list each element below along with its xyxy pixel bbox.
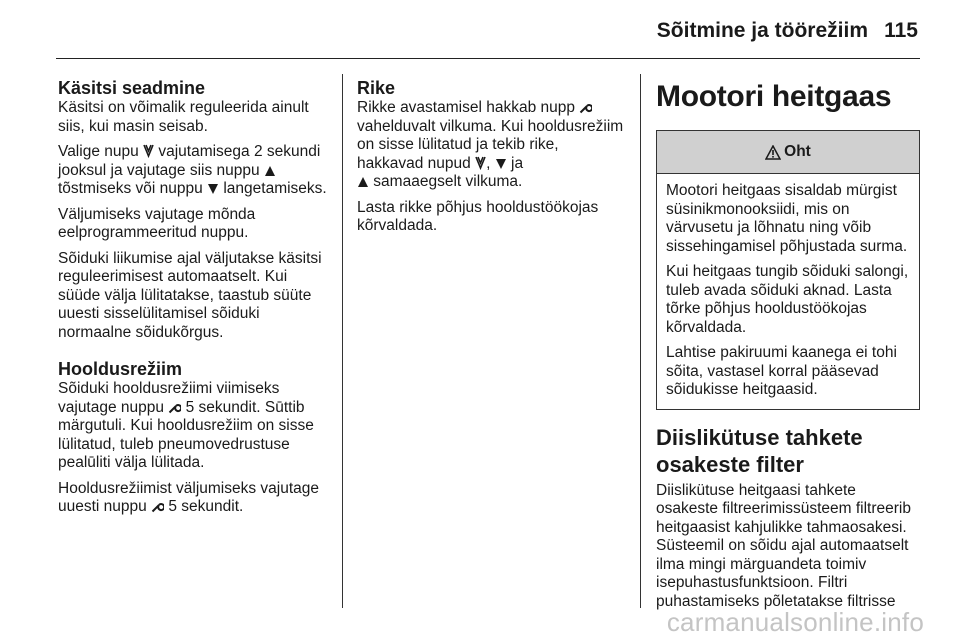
warning-header [657, 131, 919, 174]
header-rule [56, 58, 920, 59]
vehicle-level-icon [143, 144, 154, 158]
paragraph: Hooldusrežiimist väljumiseks vajutage uuesti nuppu 5 sekundit. [58, 479, 320, 515]
page-header [0, 0, 960, 58]
paragraph: Väljumiseks vajutage mõnda eelprogrammeeritud nuppu. [58, 205, 256, 241]
paragraph: Valige nupu vajutamisega 2 sekundi jooksul ja vajutage siis nuppu tõstmiseks või nuppu langetamiseks. [58, 143, 327, 197]
paragraph: Lahtise pakiruumi kaanega ei tohi sõita, vastasel korral pääsevad sõidukisse heitgaasid. [666, 344, 897, 398]
vehicle-level-icon [475, 156, 486, 170]
paragraph: Diislikütuse heitgaasi tahkete osakeste filtreerimissüsteem filtreerib heitgaasist kahjulikke tahmaosakesi. Süsteemil on sõidu ajal automaatselt ilma mingi märguandeta toimiv isepuhastusfunktsioon. Filtri puhastamiseks põletatakse filtrisse [656, 481, 911, 610]
wrench-icon [168, 401, 181, 414]
paragraph: Lasta rikke põhjus hooldustöökojas kõrvaldada. [357, 198, 599, 234]
section-heading: Diislikütuse tahkete osakeste filter [656, 424, 863, 477]
column-divider [342, 74, 343, 608]
running-title: Sõitmine ja töörežiim [656, 19, 868, 42]
triangle-up-icon [357, 176, 369, 188]
triangle-up-icon [264, 165, 276, 177]
paragraph: Sõiduki hooldusrežiimi viimiseks vajutage nuppu 5 sekundit. Sūttib märgutuli. Kui hooldusrežiim on sisse lülitatud, tuleb pneumovedrustuse pealūliti välja lülitada. [58, 380, 314, 471]
paragraph: Sõiduki liikumise ajal väljutakse käsitsi reguleerimisest automaatselt. Kui süüde välja lülitatakse, taastub süüte uuesti sisselülitamisel sõiduki normaalne sõidukõrgus. [58, 249, 322, 341]
wrench-icon [579, 101, 592, 114]
paragraph: Kui heitgaas tungib sõiduki salongi, tuleb avada sõiduki aknad. Lasta tõrke põhjus hooldustöökojas kõrvaldada. [666, 263, 909, 336]
wrench-icon [151, 500, 164, 513]
warning-icon [765, 145, 781, 160]
triangle-down-icon [207, 183, 219, 195]
paragraph: Käsitsi on võimalik reguleerida ainult siis, kui masin seisab. [58, 99, 309, 135]
warning-label: Oht [784, 142, 811, 160]
paragraph: Mootori heitgaas sisaldab mürgist süsinikmonooksiidi, mis on värvusetu ja lõhnatu ning võib sissehingamisel põhjustada surma. [666, 182, 908, 255]
column-divider [640, 74, 641, 608]
section-heading: Käsitsi seadmine [58, 78, 206, 98]
column-middle [357, 78, 627, 243]
triangle-down-icon [495, 158, 507, 170]
column-right [656, 78, 920, 618]
page-number: 115 [884, 19, 918, 42]
section-title: Mootori heitgaas [656, 80, 892, 113]
warning-box [656, 130, 920, 410]
column-left [58, 78, 332, 524]
warning-body [657, 174, 919, 409]
watermark: carmanualsonline.info [666, 607, 924, 637]
paragraph: Rikke avastamisel hakkab nupp vahelduvalt vilkuma. Kui hooldusrežiim on sisse lülitatud ja tekib rike, hakkavad nupud , ja samaaegselt vilkuma. [357, 99, 624, 190]
section-heading: Hooldusrežiim [58, 359, 183, 379]
section-heading: Rike [357, 78, 396, 98]
